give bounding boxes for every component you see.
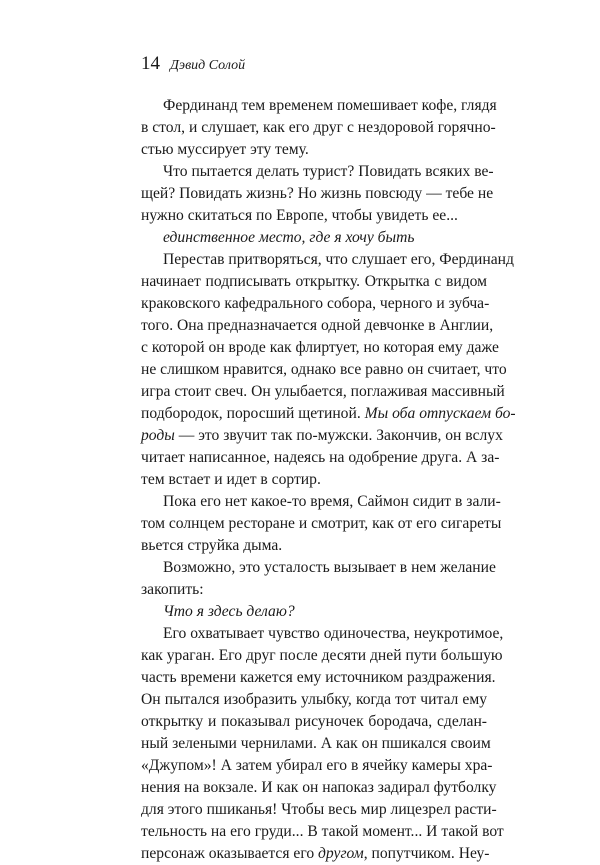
text-segment: не слишком нравится, однако все равно он считает, что — [141, 361, 507, 378]
text-line — [141, 557, 496, 579]
text-segment: Пока его нет какое-то время, Саймон сидит в зали- — [163, 493, 501, 510]
text-line — [141, 799, 497, 821]
text-segment: для этого пшиканья! Чтобы весь мир лицезрел расти- — [141, 801, 497, 818]
text-segment: том солнцем ресторане и смотрит, как от его сигареты — [141, 515, 502, 532]
text-segment: с которой он вроде как флиртует, но которая ему даже — [141, 339, 499, 356]
text-segment: — это звучит так по-мужски. Закончив, он вслух — [174, 427, 503, 444]
text-line — [141, 381, 505, 403]
text-segment: краковского кафедрального собора, черного и зубча- — [141, 295, 490, 312]
text-line — [141, 205, 487, 227]
text-segment: тельность на его груди... В такой момент... И такой вот — [141, 823, 504, 840]
header-author: Дэвид Солой — [170, 58, 246, 73]
text-line — [141, 469, 487, 491]
text-segment: Возможно, это усталость вызывает в нем желание — [163, 559, 496, 576]
italic-text-segment: Мы оба отпускаем бо- — [364, 405, 516, 422]
text-line — [141, 711, 487, 733]
text-segment: начинает подписывать открытку. Открытка с видом — [141, 273, 487, 290]
text-segment: в стол, и слушает, как его друг с нездоровой горячно- — [141, 119, 496, 136]
text-segment: подбородок, поросший щетиной. — [141, 405, 365, 422]
text-segment: Он пытался изобразить улыбку, когда тот читал ему — [141, 691, 487, 708]
text-line — [141, 447, 500, 469]
text-segment: вьется струйка дыма. — [141, 537, 283, 554]
text-line — [141, 689, 487, 711]
italic-text-segment: роды — [141, 427, 175, 444]
text-line — [141, 315, 494, 337]
text-line — [141, 601, 487, 623]
text-line — [141, 645, 503, 667]
text-line — [141, 293, 490, 315]
text-segment: «Джупом»! А затем убирал его в ячейку камеры хра- — [141, 757, 493, 774]
text-line — [141, 733, 491, 755]
text-segment: Его охватывает чувство одиночества, неукротимое, — [163, 625, 504, 642]
text-line — [141, 403, 516, 425]
text-line — [141, 249, 514, 271]
text-segment: читает написанное, надеясь на одобрение друга. А за- — [141, 449, 500, 466]
italic-text-segment: Что я здесь делаю? — [163, 603, 295, 620]
text-line — [141, 425, 503, 447]
text-line — [141, 513, 502, 535]
page-number: 14 — [141, 53, 160, 74]
text-segment: персонаж оказывается его — [141, 845, 319, 862]
text-line — [141, 491, 501, 513]
text-segment: как ураган. Его друг после десяти дней пути большую — [141, 647, 503, 664]
text-line — [141, 271, 487, 293]
text-line — [141, 777, 497, 799]
text-line — [141, 667, 496, 689]
text-line — [141, 821, 504, 843]
text-line — [141, 227, 487, 249]
text-line — [141, 337, 499, 359]
italic-text-segment: другом — [318, 845, 364, 862]
text-segment: стью муссирует эту тему. — [141, 141, 309, 158]
text-line — [141, 535, 487, 557]
text-segment: нужно скитаться по Европе, чтобы увидеть ее... — [141, 207, 458, 224]
text-line — [141, 95, 497, 117]
text-segment: щей? Повидать жизнь? Но жизнь повсюду — тебе не — [141, 185, 494, 202]
italic-text-segment: единственное место, где я хочу быть — [163, 229, 415, 246]
text-line — [141, 755, 493, 777]
text-segment: ный зелеными чернилами. А как он пшикался своим — [141, 735, 491, 752]
running-header — [141, 54, 245, 73]
text-segment: игра стоит свеч. Он улыбается, поглаживая массивный — [141, 383, 505, 400]
text-segment: Что пытается делать турист? Повидать всяких ве- — [163, 163, 494, 180]
text-line — [141, 359, 507, 381]
text-line — [141, 623, 504, 645]
text-line — [141, 161, 494, 183]
text-segment: закопить: — [141, 581, 204, 598]
text-line — [141, 117, 496, 139]
text-segment: тем встает и идет в сортир. — [141, 471, 321, 488]
text-segment: того. Она предназначается одной девчонке в Англии, — [141, 317, 494, 334]
text-segment: часть времени кажется ему источником раздражения. — [141, 669, 496, 686]
text-segment: , попутчиком. Неу- — [363, 845, 490, 862]
text-line — [141, 843, 490, 865]
text-segment: Фердинанд тем временем помешивает кофе, глядя — [163, 97, 497, 114]
text-line — [141, 579, 487, 601]
text-segment: нения на вокзале. И как он напоказ задирал футболку — [141, 779, 497, 796]
text-line — [141, 183, 494, 205]
text-segment: открытку и показывал рисуночек бородача, сделан- — [141, 713, 487, 730]
text-line — [141, 139, 487, 161]
text-segment: Перестав притворяться, что слушает его, Фердинанд — [163, 251, 514, 268]
